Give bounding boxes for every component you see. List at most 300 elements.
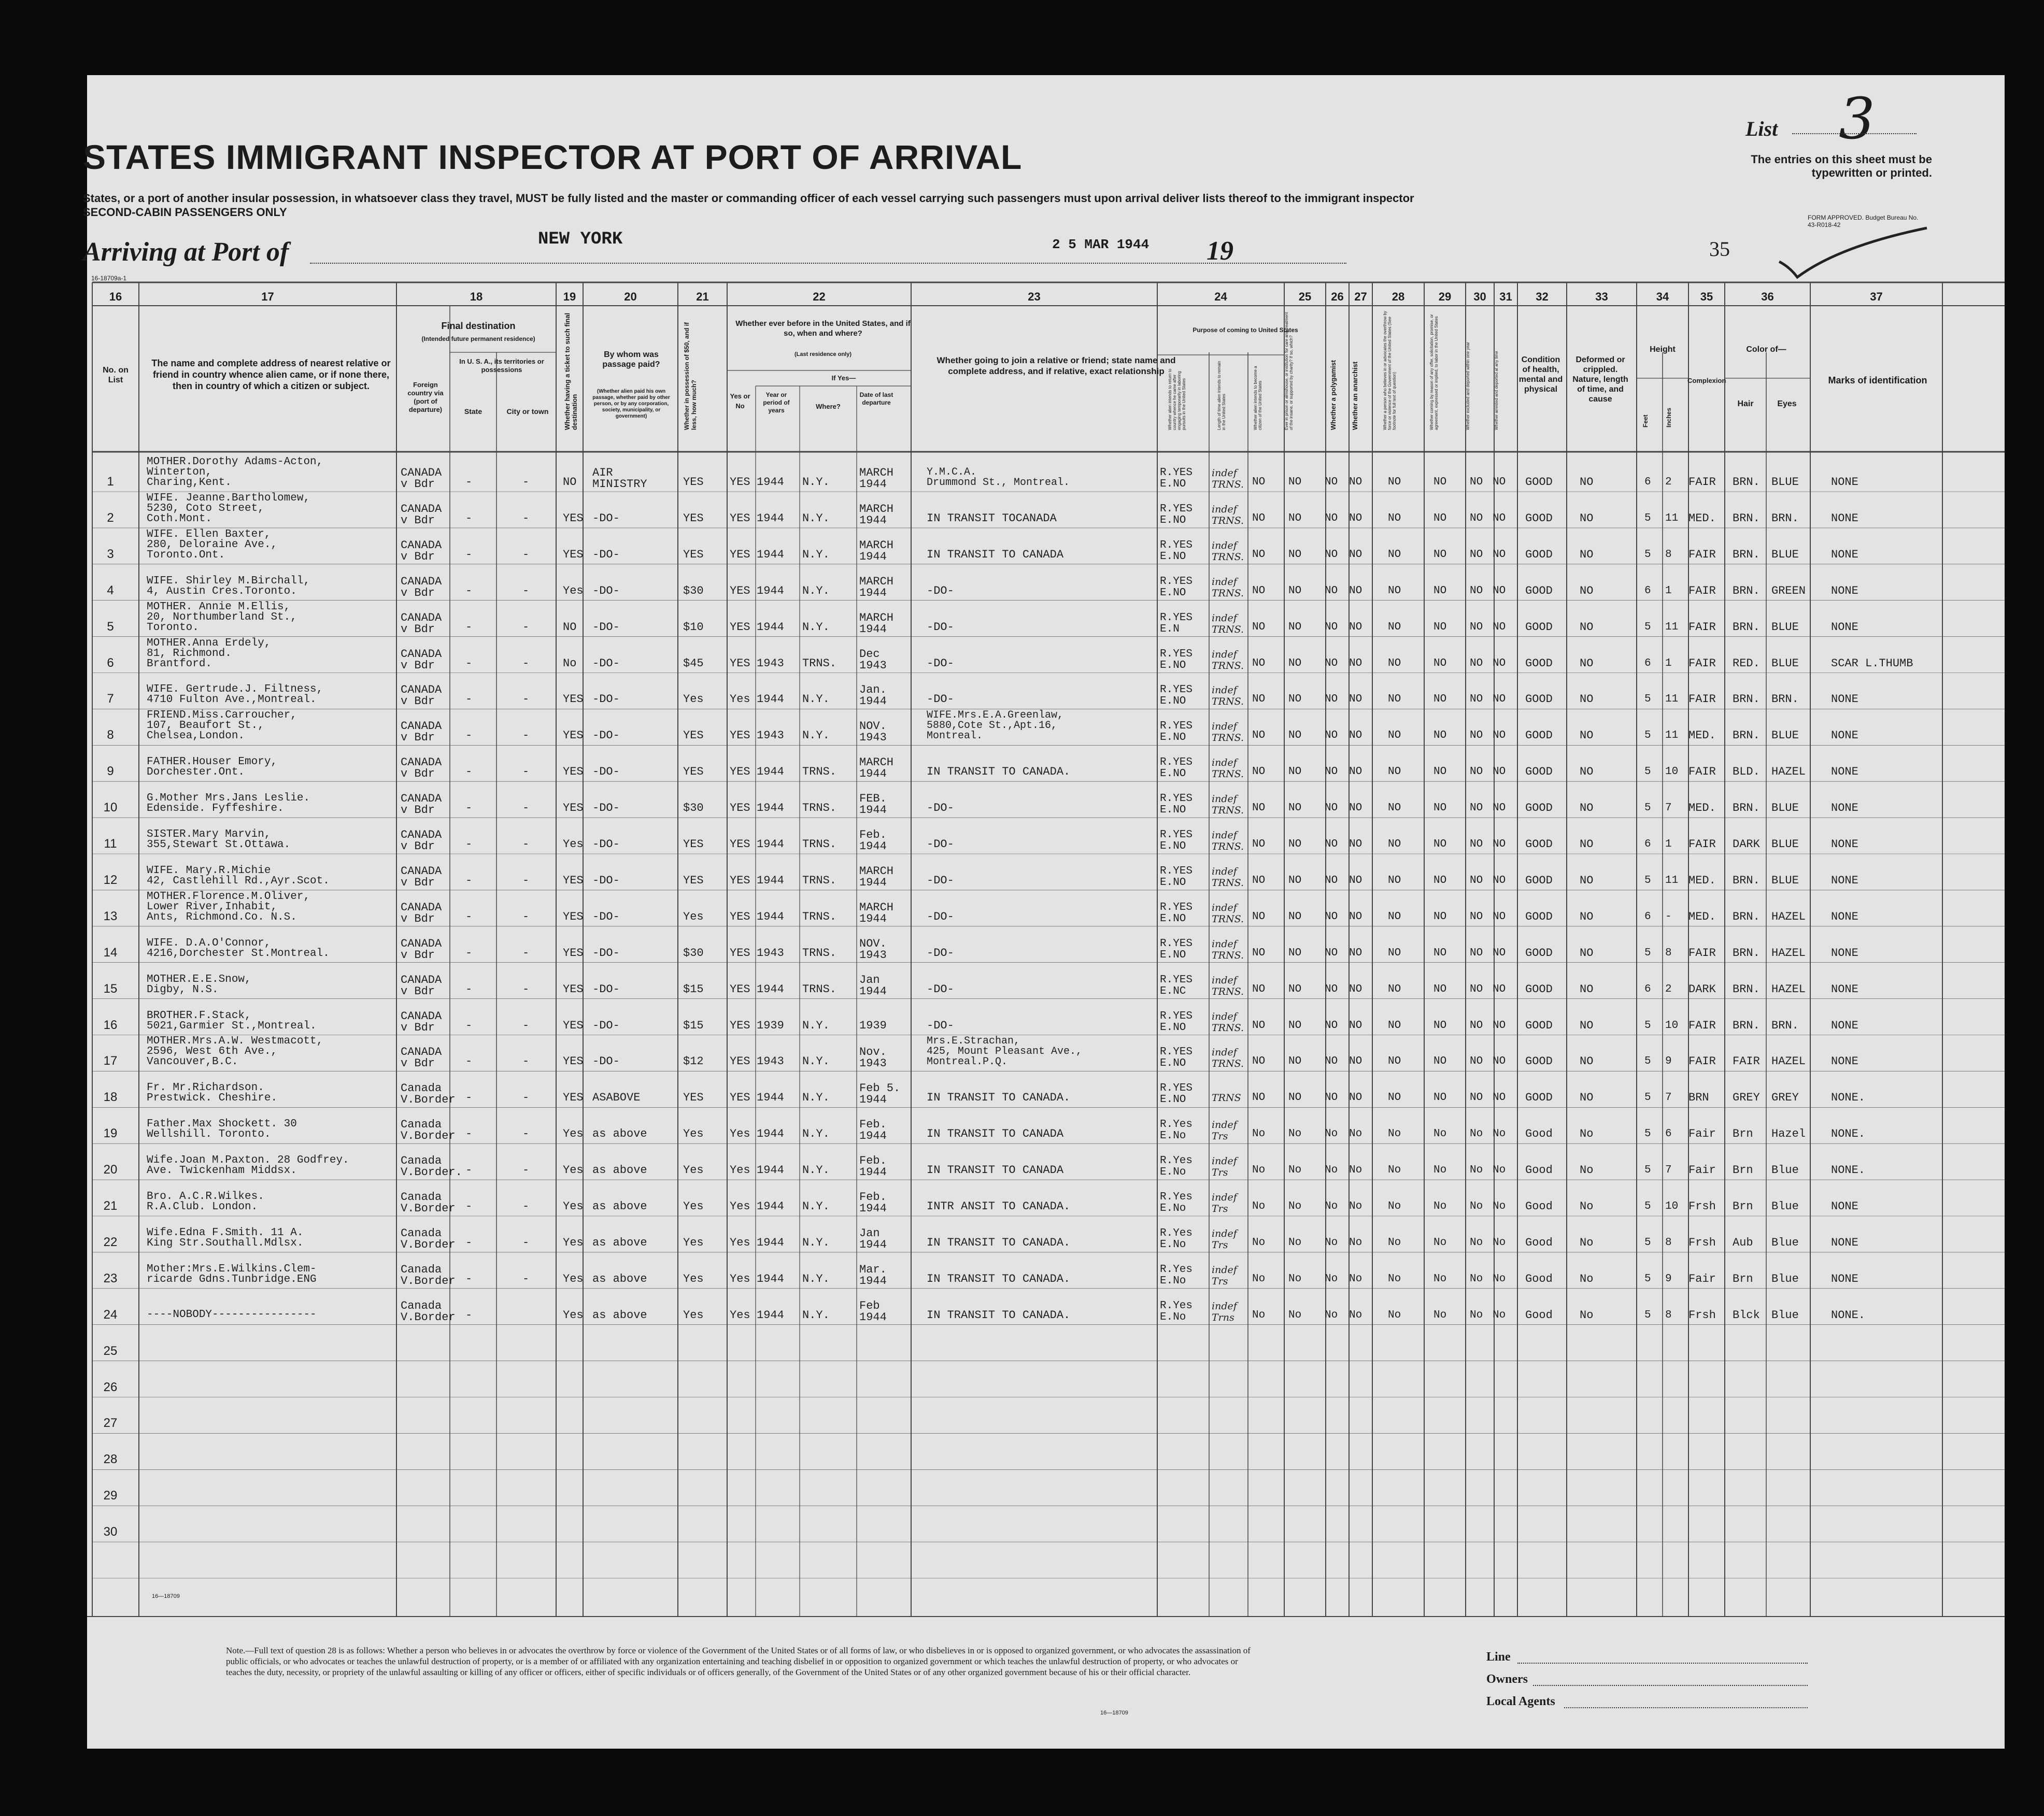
- arrested-cell: NO: [1493, 621, 1506, 633]
- going-to-join-cell: INTR ANSIT TO CANADA.: [927, 1200, 1071, 1213]
- health-cell: Good: [1525, 1164, 1553, 1177]
- deformed-cell: NO: [1580, 511, 1594, 525]
- column-number: 35: [1700, 290, 1713, 303]
- complexion-cell: MED.: [1688, 511, 1716, 525]
- money-cell: $30: [683, 584, 704, 597]
- polygamist-cell: NO: [1325, 1092, 1338, 1104]
- purpose-length-cell: indef TRNS.: [1212, 648, 1244, 671]
- deformed-cell: NO: [1580, 1091, 1594, 1105]
- complexion-cell: FAIR: [1688, 584, 1716, 597]
- prison-cell: NO: [1288, 838, 1302, 850]
- year-cell: 1944: [757, 620, 784, 634]
- deformed-cell: No: [1580, 1308, 1594, 1322]
- punch-hole: [44, 1284, 68, 1309]
- eyes-cell: BLUE: [1771, 656, 1799, 670]
- labor-offer-cell: No: [1433, 1309, 1447, 1321]
- ticket-cell: YES: [563, 693, 584, 706]
- ticket-cell: Yes: [563, 584, 584, 597]
- deformed-cell: No: [1580, 1127, 1594, 1141]
- hair-cell: BRN.: [1733, 693, 1760, 706]
- departure-date-cell: Jan 1944: [859, 973, 887, 998]
- city-cell: -: [522, 910, 530, 923]
- labor-offer-cell: NO: [1433, 947, 1447, 959]
- foreign-country-cell: CANADA v Bdr: [401, 502, 442, 527]
- purpose-length-cell: indef TRNS.: [1212, 1010, 1244, 1034]
- relative-cell: Mother:Mrs.E.Wilkins.Clem- ricarde Gdns.Tunbridge.ENG: [147, 1263, 317, 1285]
- deformed-cell: NO: [1580, 982, 1594, 996]
- feet-cell: 5: [1644, 802, 1651, 814]
- relative-cell: G.Mother Mrs.Jans Leslie. Edenside. Fyffeshire.: [147, 792, 310, 815]
- purpose-return-cell: R.YES E.NO: [1160, 756, 1193, 780]
- city-cell: -: [522, 548, 530, 561]
- deformed-cell: NO: [1580, 656, 1594, 670]
- year-cell: 1944: [757, 1127, 784, 1141]
- table-row: [87, 456, 2005, 492]
- hair-cell: Blck: [1733, 1308, 1760, 1322]
- going-to-join-cell: IN TRANSIT TO CANADA: [927, 1127, 1064, 1141]
- where-cell: N.Y.: [802, 1236, 830, 1249]
- departure-date-cell: NOV. 1943: [859, 720, 887, 745]
- purpose-return-cell: R.Yes E.No: [1160, 1119, 1193, 1142]
- feet-cell: 5: [1644, 874, 1651, 886]
- arrested-cell: NO: [1493, 512, 1506, 524]
- deformed-cell: NO: [1580, 548, 1594, 561]
- excluded-cell: NO: [1470, 1092, 1483, 1104]
- city-cell: -: [522, 802, 530, 815]
- row-number: 19: [103, 1126, 118, 1141]
- relative-cell: FATHER.Houser Emory, Dorchester.Ont.: [147, 756, 278, 779]
- purpose-length-cell: indef TRNS.: [1212, 757, 1244, 780]
- complexion-cell: MED.: [1688, 729, 1716, 742]
- column-number: 28: [1392, 290, 1405, 303]
- feet-cell: 5: [1644, 1164, 1651, 1177]
- purpose-length-cell: indef TRNS.: [1212, 902, 1244, 925]
- labor-offer-cell: NO: [1433, 512, 1447, 524]
- health-cell: GOOD: [1525, 802, 1553, 815]
- labor-offer-cell: NO: [1433, 693, 1447, 706]
- year-cell: 1944: [757, 1164, 784, 1177]
- column-number: 16: [109, 290, 122, 303]
- page-subtitle: States, or a port of another insular possession, in whatsoever class they travel, MUST be fully listed and the master or commanding officer of each vessel carrying such passengers must upon arrival deliver lists thereof to the immigrant inspector: [83, 192, 1414, 205]
- where-cell: N.Y.: [802, 620, 830, 634]
- passage-paid-cell: -DO-: [592, 584, 620, 597]
- line-underline: [1517, 1663, 1808, 1664]
- complexion-cell: Fair: [1688, 1272, 1716, 1285]
- table-row: [87, 963, 2005, 999]
- ticket-cell: YES: [563, 1019, 584, 1032]
- marks-cell: NONE.: [1831, 1308, 1866, 1322]
- foreign-country-cell: Canada V.Border: [401, 1226, 456, 1251]
- row-number: 7: [107, 692, 114, 706]
- eyes-cell: Blue: [1771, 1164, 1799, 1177]
- marks-cell: NONE: [1831, 1055, 1858, 1068]
- health-cell: GOOD: [1525, 982, 1553, 996]
- year-cell: 1944: [757, 982, 784, 996]
- row-number: 4: [107, 583, 114, 597]
- anarchist-cell: No: [1349, 1309, 1362, 1321]
- relative-cell: WIFE. Jeanne.Bartholomew, 5230, Coto Street, Coth.Mont.: [147, 492, 310, 525]
- anarchist-cell: No: [1349, 1236, 1362, 1249]
- health-cell: GOOD: [1525, 946, 1553, 960]
- health-cell: Good: [1525, 1127, 1553, 1141]
- where-cell: N.Y.: [802, 729, 830, 742]
- marks-cell: NONE: [1831, 910, 1858, 923]
- purpose-citizen-cell: NO: [1252, 910, 1266, 923]
- column-number: 18: [470, 290, 483, 303]
- overthrow-cell: NO: [1388, 947, 1401, 959]
- purpose-citizen-cell: NO: [1252, 1019, 1266, 1032]
- overthrow-cell: NO: [1388, 838, 1401, 850]
- hair-cell: BRN.: [1733, 548, 1760, 561]
- state-cell: -: [465, 511, 473, 525]
- overthrow-cell: NO: [1388, 512, 1401, 524]
- city-cell: -: [522, 729, 530, 742]
- relative-cell: ----NOBODY----------------: [147, 1308, 317, 1321]
- money-cell: YES: [683, 729, 704, 742]
- hdr-state: State: [464, 407, 482, 416]
- polygamist-cell: NO: [1325, 1055, 1338, 1068]
- hair-cell: BRN.: [1733, 584, 1760, 597]
- foreign-country-cell: CANADA v Bdr: [401, 973, 442, 998]
- city-cell: -: [522, 584, 530, 597]
- form-code: 16-18709a-1: [91, 275, 127, 282]
- hdr-ever-before-note: (Last residence only): [794, 351, 852, 358]
- city-cell: -: [522, 1236, 530, 1249]
- row-number: 2: [107, 510, 114, 525]
- state-cell: -: [465, 802, 473, 815]
- ever-before-cell: YES: [730, 874, 750, 887]
- ticket-cell: NO: [563, 476, 577, 489]
- polygamist-cell: No: [1325, 1272, 1338, 1285]
- table-row: [87, 1253, 2005, 1289]
- column-number: 25: [1298, 290, 1312, 303]
- foreign-country-cell: Canada V.Border: [401, 1263, 456, 1288]
- hdr-anarchist: Whether an anarchist: [1351, 361, 1359, 430]
- money-cell: YES: [683, 765, 704, 779]
- polygamist-cell: NO: [1325, 947, 1338, 959]
- excluded-cell: NO: [1470, 1019, 1483, 1032]
- hdr-overthrow: Whether a person who believes in or advocates the overthrow by force or violence of the Government of the United States (See footnote for full text of question): [1383, 311, 1397, 430]
- column-number: 20: [624, 290, 637, 303]
- port-name: NEW YORK: [538, 230, 623, 249]
- hair-cell: BRN.: [1733, 1019, 1760, 1032]
- hdr-passage-paid-note: (Whether alien paid his own passage, whether paid by other person, or by any corporation, society, municipality, or government): [592, 389, 670, 419]
- health-cell: GOOD: [1525, 511, 1553, 525]
- anarchist-cell: NO: [1349, 584, 1362, 597]
- arrested-cell: NO: [1493, 584, 1506, 597]
- marks-cell: NONE: [1831, 1236, 1858, 1249]
- going-to-join-cell: IN TRANSIT TOCANADA: [927, 511, 1057, 525]
- departure-date-cell: Nov. 1943: [859, 1046, 887, 1070]
- foreign-country-cell: CANADA v Bdr: [401, 828, 442, 853]
- hdr-hair: Hair: [1737, 399, 1754, 408]
- eyes-cell: Blue: [1771, 1272, 1799, 1285]
- hair-cell: BRN.: [1733, 874, 1760, 887]
- row-number: 12: [103, 873, 118, 887]
- where-cell: TRNS.: [802, 874, 837, 887]
- anarchist-cell: NO: [1349, 693, 1362, 706]
- complexion-cell: Frsh: [1688, 1236, 1716, 1249]
- overthrow-cell: No: [1388, 1309, 1401, 1321]
- overthrow-cell: No: [1388, 1272, 1401, 1285]
- prison-cell: NO: [1288, 947, 1302, 959]
- purpose-citizen-cell: NO: [1252, 657, 1266, 669]
- state-cell: -: [465, 620, 473, 634]
- year-cell: 1944: [757, 693, 784, 706]
- column-number: 17: [261, 290, 274, 303]
- labor-offer-cell: NO: [1433, 874, 1447, 886]
- ticket-cell: YES: [563, 802, 584, 815]
- column-number: 33: [1595, 290, 1608, 303]
- year-prefix: 19: [1206, 236, 1233, 266]
- ticket-cell: Yes: [563, 1236, 584, 1249]
- hdr-eyes: Eyes: [1777, 399, 1797, 408]
- polygamist-cell: No: [1325, 1200, 1338, 1212]
- column-number: 22: [813, 290, 826, 303]
- table-row: [87, 528, 2005, 565]
- eyes-cell: HAZEL: [1771, 946, 1806, 960]
- where-cell: TRNS.: [802, 982, 837, 996]
- relative-cell: Bro. A.C.R.Wilkes. R.A.Club. London.: [147, 1191, 264, 1213]
- inches-cell: 9: [1665, 1272, 1672, 1285]
- departure-date-cell: 1939: [859, 1019, 887, 1032]
- purpose-citizen-cell: No: [1252, 1164, 1266, 1177]
- anarchist-cell: NO: [1349, 983, 1362, 995]
- excluded-cell: No: [1470, 1164, 1483, 1177]
- money-cell: $30: [683, 946, 704, 960]
- deformed-cell: NO: [1580, 838, 1594, 851]
- state-cell: -: [465, 1127, 473, 1141]
- table-row: [87, 818, 2005, 854]
- list-number: 3: [1839, 85, 1875, 152]
- polygamist-cell: NO: [1325, 512, 1338, 524]
- anarchist-cell: NO: [1349, 621, 1362, 633]
- hdr-health: Condition of health, mental and physical: [1518, 355, 1563, 394]
- excluded-cell: No: [1470, 1309, 1483, 1321]
- purpose-length-cell: indef Trs: [1212, 1264, 1237, 1287]
- table-row: [87, 601, 2005, 637]
- ever-before-cell: YES: [730, 982, 750, 996]
- departure-date-cell: MARCH 1944: [859, 502, 894, 527]
- where-cell: N.Y.: [802, 476, 830, 489]
- money-cell: YES: [683, 511, 704, 525]
- purpose-return-cell: R.Yes E.No: [1160, 1299, 1193, 1323]
- ever-before-cell: YES: [730, 946, 750, 960]
- health-cell: GOOD: [1525, 620, 1553, 634]
- local-agents-label: Local Agents: [1486, 1695, 1555, 1708]
- complexion-cell: BRN: [1688, 1091, 1709, 1105]
- relative-cell: MOTHER.Anna Erdely, 81, Richmond. Brantford.: [147, 637, 271, 670]
- purpose-length-cell: indef TRNS.: [1212, 612, 1244, 635]
- anarchist-cell: NO: [1349, 1019, 1362, 1032]
- hdr-relative: The name and complete address of nearest relative or friend in country whence alien came, or if none there, then in country of which a citizen or subject.: [151, 358, 391, 391]
- where-cell: N.Y.: [802, 548, 830, 561]
- city-cell: -: [522, 1127, 530, 1141]
- city-cell: -: [522, 1272, 530, 1285]
- state-cell: -: [465, 476, 473, 489]
- labor-offer-cell: NO: [1433, 1092, 1447, 1104]
- row-number: 14: [103, 945, 118, 960]
- feet-cell: 5: [1644, 1309, 1651, 1321]
- column-number: 29: [1438, 290, 1452, 303]
- labor-offer-cell: NO: [1433, 621, 1447, 633]
- row-number: 9: [107, 764, 114, 779]
- row-number: 30: [103, 1525, 118, 1539]
- ticket-cell: YES: [563, 548, 584, 561]
- deformed-cell: NO: [1580, 910, 1594, 923]
- prison-cell: NO: [1288, 657, 1302, 669]
- departure-date-cell: FEB. 1944: [859, 792, 887, 817]
- departure-date-cell: Feb 1944: [859, 1299, 887, 1324]
- relative-cell: WIFE. D.A.O'Connor, 4216,Dorchester St.Montreal.: [147, 937, 330, 960]
- prison-cell: No: [1288, 1200, 1302, 1212]
- polygamist-cell: NO: [1325, 693, 1338, 706]
- polygamist-cell: NO: [1325, 1019, 1338, 1032]
- eyes-cell: GREY: [1771, 1091, 1799, 1105]
- table-row: [87, 709, 2005, 746]
- polygamist-cell: NO: [1325, 476, 1338, 488]
- marks-cell: NONE: [1831, 946, 1858, 960]
- departure-date-cell: Feb. 1944: [859, 828, 887, 853]
- row-number: 17: [103, 1054, 118, 1068]
- hdr-final-destination-note: (Intended future permanent residence): [421, 335, 535, 342]
- prison-cell: No: [1288, 1309, 1302, 1321]
- feet-cell: 5: [1644, 1236, 1651, 1249]
- year-cell: 1944: [757, 548, 784, 561]
- arrested-cell: NO: [1493, 947, 1506, 959]
- foreign-country-cell: Canada V.Border: [401, 1299, 456, 1324]
- polygamist-cell: No: [1325, 1236, 1338, 1249]
- labor-offer-cell: NO: [1433, 1019, 1447, 1032]
- overthrow-cell: NO: [1388, 1092, 1401, 1104]
- arrested-cell: NO: [1493, 983, 1506, 995]
- eyes-cell: Hazel: [1771, 1127, 1806, 1141]
- passage-paid-cell: -DO-: [592, 838, 620, 851]
- table-row: [87, 1289, 2005, 1325]
- state-cell: -: [465, 1236, 473, 1249]
- relative-cell: Fr. Mr.Richardson. Prestwick. Cheshire.: [147, 1082, 278, 1105]
- overthrow-cell: NO: [1388, 1055, 1401, 1068]
- year-cell: 1944: [757, 1091, 784, 1105]
- marks-cell: NONE.: [1831, 1091, 1866, 1105]
- city-cell: -: [522, 476, 530, 489]
- city-cell: -: [522, 511, 530, 525]
- arrested-cell: NO: [1493, 802, 1506, 814]
- ticket-cell: Yes: [563, 1272, 584, 1285]
- arrested-cell: NO: [1493, 766, 1506, 778]
- hair-cell: GREY: [1733, 1091, 1760, 1105]
- state-cell: -: [465, 1091, 473, 1105]
- year-cell: 1944: [757, 584, 784, 597]
- purpose-return-cell: R.YES E.NO: [1160, 937, 1193, 961]
- ticket-cell: Yes: [563, 1127, 584, 1141]
- purpose-return-cell: R.YES E.NO: [1160, 1082, 1193, 1106]
- feet-cell: 5: [1644, 1055, 1651, 1068]
- overthrow-cell: NO: [1388, 584, 1401, 597]
- overthrow-cell: NO: [1388, 621, 1401, 633]
- city-cell: -: [522, 946, 530, 960]
- health-cell: GOOD: [1525, 656, 1553, 670]
- departure-date-cell: MARCH 1944: [859, 611, 894, 636]
- complexion-cell: MED.: [1688, 910, 1716, 923]
- manifest-sheet: [83, 75, 2005, 1749]
- arrested-cell: No: [1493, 1200, 1506, 1212]
- money-cell: $15: [683, 982, 704, 996]
- year-cell: 1943: [757, 729, 784, 742]
- city-cell: -: [522, 838, 530, 851]
- ticket-cell: Yes: [563, 838, 584, 851]
- prison-cell: NO: [1288, 766, 1302, 778]
- labor-offer-cell: NO: [1433, 476, 1447, 488]
- anarchist-cell: NO: [1349, 476, 1362, 488]
- health-cell: GOOD: [1525, 476, 1553, 489]
- eyes-cell: Blue: [1771, 1236, 1799, 1249]
- departure-date-cell: NOV. 1943: [859, 937, 887, 962]
- date-stamp: 2 5 MAR 1944: [1052, 237, 1149, 252]
- excluded-cell: NO: [1470, 947, 1483, 959]
- ticket-cell: YES: [563, 511, 584, 525]
- relative-cell: MOTHER.Dorothy Adams-Acton, Winterton, Charing,Kent.: [147, 456, 323, 489]
- city-cell: -: [522, 1055, 530, 1068]
- departure-date-cell: MARCH 1944: [859, 864, 894, 889]
- money-cell: YES: [683, 1091, 704, 1105]
- ever-before-cell: Yes: [730, 1308, 750, 1322]
- state-cell: -: [465, 693, 473, 706]
- overthrow-cell: NO: [1388, 802, 1401, 814]
- table-row: [87, 746, 2005, 782]
- table-row: [87, 1217, 2005, 1253]
- state-cell: -: [465, 729, 473, 742]
- purpose-citizen-cell: NO: [1252, 766, 1266, 778]
- ever-before-cell: YES: [730, 1091, 750, 1105]
- punch-hole: [44, 1202, 68, 1227]
- city-cell: -: [522, 620, 530, 634]
- arrested-cell: No: [1493, 1164, 1506, 1177]
- feet-cell: 5: [1644, 730, 1651, 742]
- hdr-polygamist: Whether a polygamist: [1329, 360, 1337, 430]
- going-to-join-cell: -DO-: [927, 838, 954, 851]
- table-row: [87, 891, 2005, 927]
- purpose-citizen-cell: NO: [1252, 947, 1266, 959]
- purpose-citizen-cell: NO: [1252, 621, 1266, 633]
- excluded-cell: NO: [1470, 584, 1483, 597]
- purpose-citizen-cell: NO: [1252, 512, 1266, 524]
- hair-cell: BRN.: [1733, 982, 1760, 996]
- city-cell: -: [522, 982, 530, 996]
- purpose-citizen-cell: NO: [1252, 838, 1266, 850]
- purpose-length-cell: indef TRNS.: [1212, 539, 1244, 563]
- purpose-length-cell: indef Trs: [1212, 1119, 1237, 1142]
- table-row: [87, 1180, 2005, 1217]
- inches-cell: 7: [1665, 1164, 1672, 1177]
- hdr-purpose: Purpose of coming to United States: [1193, 326, 1298, 334]
- table-row: [87, 1108, 2005, 1144]
- hdr-purpose-c: Whether alien intends to become a citizen of the United States: [1253, 366, 1262, 430]
- overthrow-cell: NO: [1388, 983, 1401, 995]
- ever-before-cell: Yes: [730, 1127, 750, 1141]
- complexion-cell: FAIR: [1688, 693, 1716, 706]
- inches-cell: 2: [1665, 983, 1672, 995]
- column-number: 34: [1656, 290, 1669, 303]
- where-cell: N.Y.: [802, 584, 830, 597]
- health-cell: Good: [1525, 1272, 1553, 1285]
- complexion-cell: FAIR: [1688, 620, 1716, 634]
- row-number: 18: [103, 1090, 118, 1105]
- punch-hole: [44, 668, 68, 693]
- polygamist-cell: NO: [1325, 910, 1338, 923]
- row-number: 27: [103, 1416, 118, 1431]
- going-to-join-cell: -DO-: [927, 802, 954, 815]
